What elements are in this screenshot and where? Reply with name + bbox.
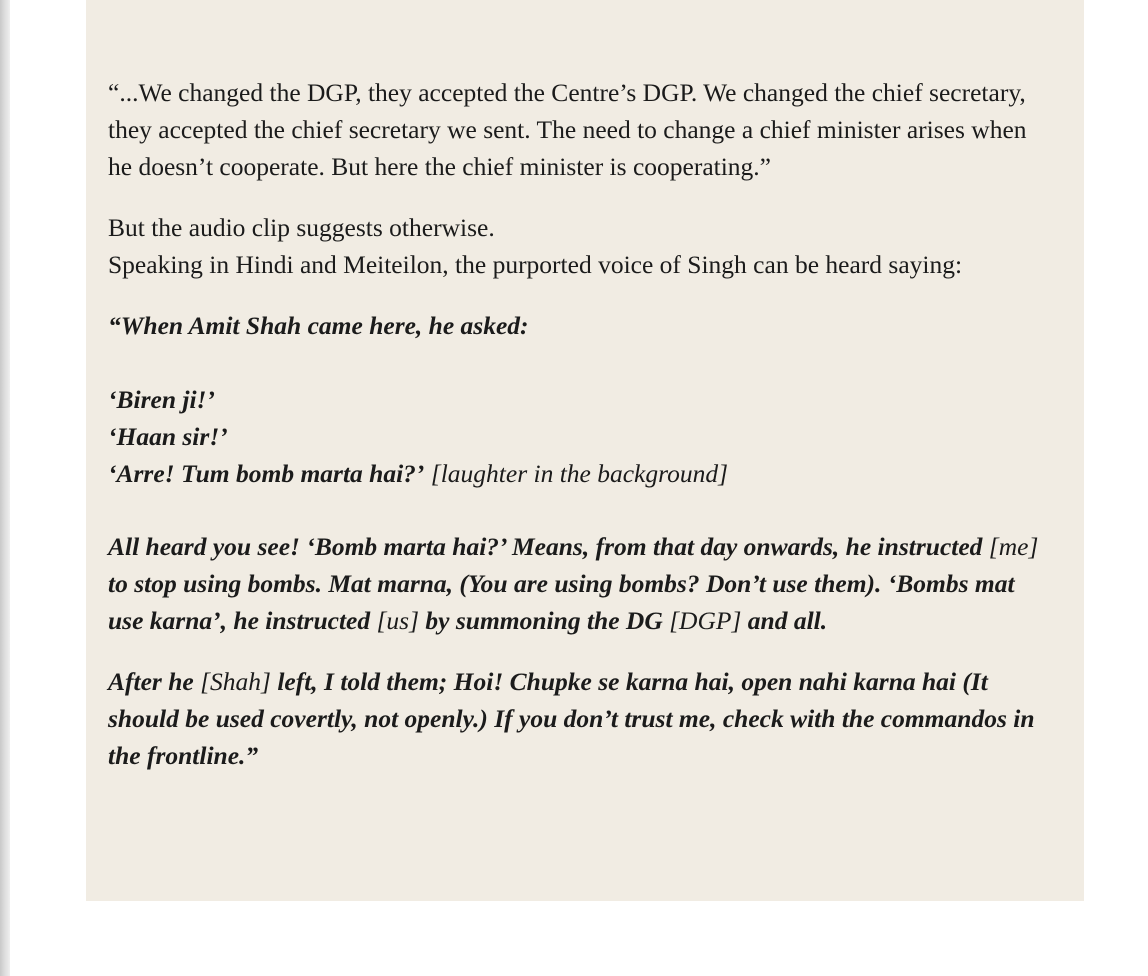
para-b-part-2: left, I told them; Hoi! Chupke se karna hai, open nahi karna hai (It should be used covertly, not openly.) If you don’t trust me, check with the commandos in the frontline.”	[108, 667, 1035, 770]
para-a-part-3: by summoning the DG	[425, 606, 663, 635]
para-a-part-1: All heard you see! ‘Bomb marta hai?’ Means, from that day onwards, he instructed	[108, 532, 983, 561]
para-a-note-dgp: [DGP]	[669, 606, 742, 635]
bomb-instruction-paragraph	[108, 528, 1054, 639]
para-a-note-us: [us]	[376, 606, 420, 635]
context-paragraph	[108, 209, 1054, 283]
dialog-block	[108, 381, 1054, 492]
article-quote-box	[86, 0, 1084, 901]
covert-use-paragraph	[108, 663, 1054, 774]
laughter-note: [laughter in the background]	[430, 459, 729, 488]
dialog-line-arre: ‘Arre! Tum bomb marta hai?’	[108, 459, 425, 488]
para-b-note-shah: [Shah]	[200, 667, 271, 696]
dialog-line-haan: ‘Haan sir!’	[108, 422, 228, 451]
para-a-part-4: and all.	[747, 606, 828, 635]
para-a-note-me: [me]	[988, 532, 1039, 561]
para-a-part-2: to stop using bombs. Mat marna, (You are using bombs? Don’t use them). ‘Bombs mat use karna’, he instructed	[108, 569, 1015, 635]
dialog-line-biren: ‘Biren ji!’	[108, 385, 215, 414]
context-line-2: Speaking in Hindi and Meiteilon, the purported voice of Singh can be heard saying:	[108, 250, 963, 279]
context-line-1: But the audio clip suggests otherwise.	[108, 213, 495, 242]
quote-heading: “When Amit Shah came here, he asked:	[108, 311, 529, 340]
para-b-part-1: After he	[108, 667, 194, 696]
page-edge-shadow	[0, 0, 10, 976]
quote-intro-paragraph: “...We changed the DGP, they accepted the Centre’s DGP. We changed the chief secretary, they accepted the chief secretary we sent. The need to change a chief minister arises when he doesn’t cooperate. But here the chief minister is cooperating.”	[108, 78, 1027, 181]
